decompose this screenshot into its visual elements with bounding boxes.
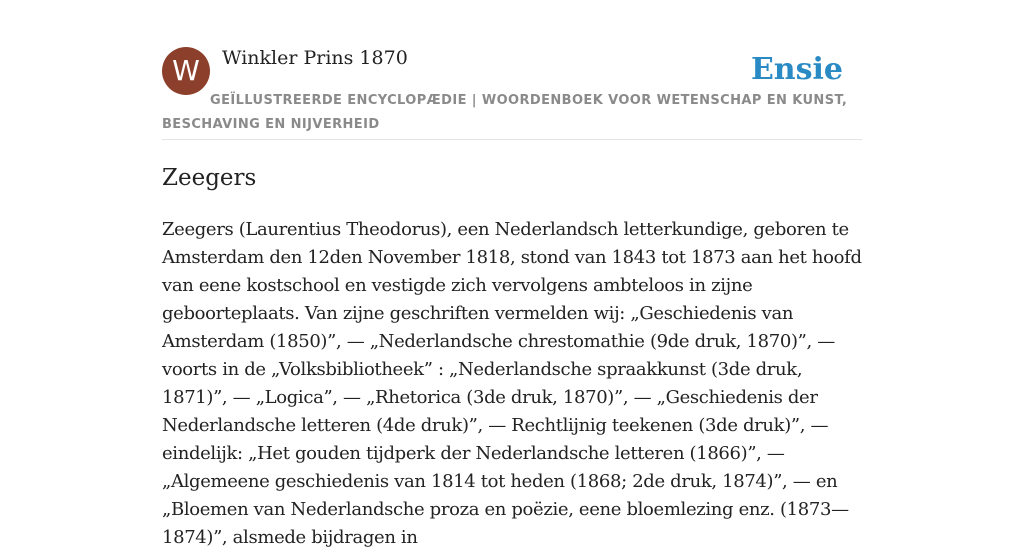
article-title: Zeegers [162, 165, 257, 191]
header-divider [162, 139, 862, 140]
page-container [162, 0, 862, 548]
source-avatar[interactable] [162, 47, 210, 95]
source-subtitle: GEÏLLUSTREERDE ENCYCLOPÆDIE | WOORDENBOEK VOOR WETENSCHAP EN KUNST, BESCHAVING EN NIJVERHEID [162, 93, 848, 132]
article-body: Zeegers (Laurentius Theodorus), een Nederlandsch letterkundige, geboren te Amsterdam den 12den November 1818, stond van 1843 tot 1873 aan het hoofd van eene kostschool en vestigde zich vervolgens ambteloos in zijne geboorteplaats. Van zijne geschriften vermelden wij: „Geschiedenis van Amsterdam (1850)”, — „Nederlandsche chrestomathie (9de druk, 1870)”, — voorts in de „Volksbibliotheek” : „Nederlandsche spraakkunst (3de druk, 1871)”, — „Logica”, — „Rhetorica (3de druk, 1870)”, — „Geschiedenis der Nederlandsche letteren (4de druk)”, — Rechtlijnig teekenen (3de druk)”, — eindelijk: „Het gouden tijdperk der Nederlandsche letteren (1866)”, — „Algemeene geschiedenis van 1814 tot heden (1868; 2de druk, 1874)”, — en „Bloemen van Nederlandsche proza en poëzie, eene bloemlezing enz. (1873—1874)”, alsmede bijdragen in [162, 219, 862, 548]
avatar-letter: W [172, 54, 200, 87]
brand-logo-link[interactable]: Ensie [750, 52, 843, 87]
source-title-link[interactable]: Winkler Prins 1870 [222, 47, 408, 69]
